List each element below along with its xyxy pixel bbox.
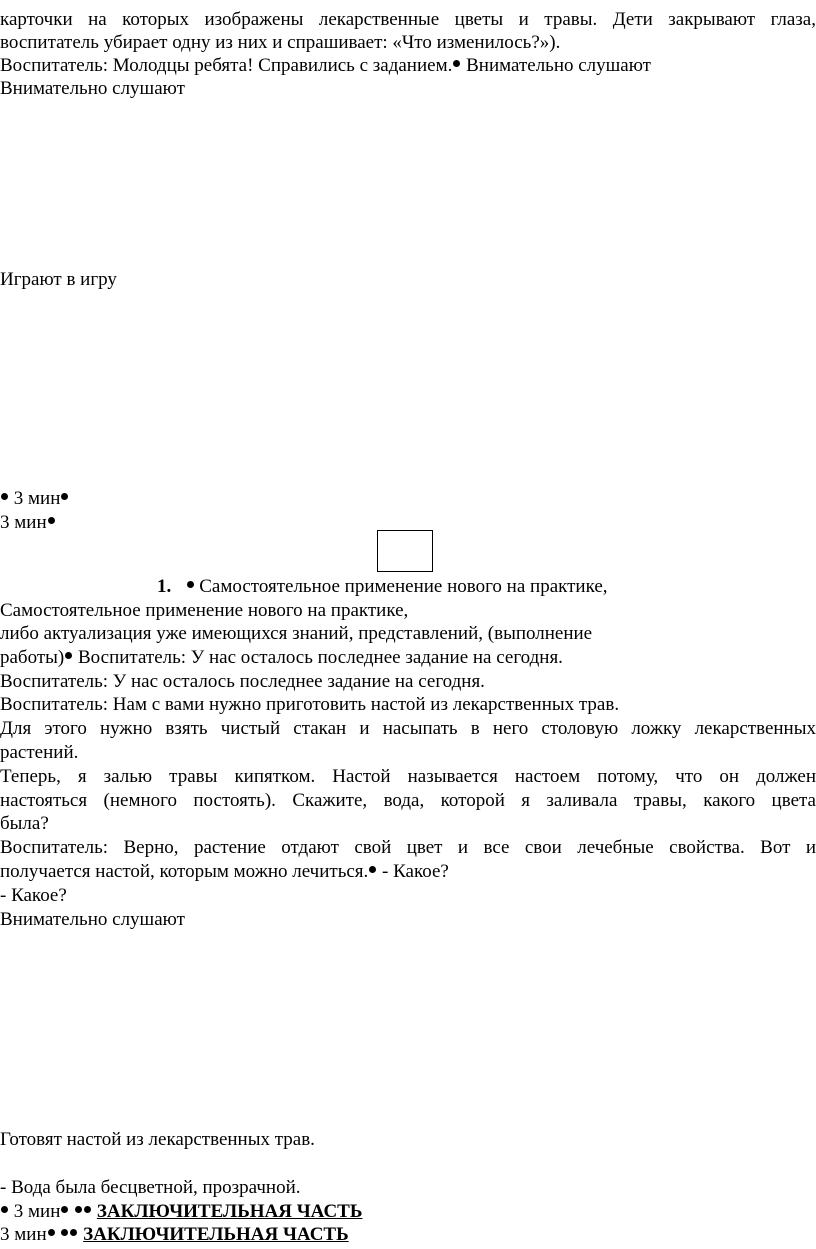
text-span: 3 мин <box>0 512 47 533</box>
text-line <box>0 860 449 883</box>
item-number: 1. <box>157 576 172 597</box>
text-line: была? <box>0 813 49 834</box>
text-line <box>0 1200 362 1223</box>
bullet-icon <box>369 866 376 873</box>
text-line <box>0 646 563 669</box>
bullet-icon <box>453 60 460 67</box>
text-line <box>0 54 651 77</box>
text-span: - Какое? <box>377 861 449 882</box>
text-span: Воспитатель: У нас осталось последнее задание на сегодня. <box>73 647 563 668</box>
text-line <box>0 487 69 510</box>
bullet-icon <box>61 1229 68 1236</box>
text-line <box>0 1223 349 1246</box>
section-heading: ЗАКЛЮЧИТЕЛЬНАЯ ЧАСТЬ <box>96 1201 363 1222</box>
section-heading: ЗАКЛЮЧИТЕЛЬНАЯ ЧАСТЬ <box>83 1224 349 1245</box>
text-line: - Какое? <box>0 885 67 906</box>
text-span: Внимательно слушают <box>461 55 651 76</box>
text-line: Воспитатель: Нам с вами нужно приготовить настой из лекарственных трав. <box>0 694 620 715</box>
bullet-icon <box>48 1229 55 1236</box>
bullet-icon <box>61 493 68 500</box>
bullet-icon <box>187 581 194 588</box>
text-line: Внимательно слушают <box>0 78 185 99</box>
text-line: воспитатель убирает одну из них и спрашивает: «Что изменилось?»). <box>0 32 561 53</box>
text-line: Воспитатель: Верно, растение отдают свой цвет и все свои лечебные свойства. Вот и <box>0 837 816 858</box>
text-line: Самостоятельное применение нового на практике, <box>0 600 409 621</box>
text-line: карточки на которых изображены лекарственные цветы и травы. Дети закрывают глаза, <box>0 9 816 30</box>
bullet-icon <box>65 652 72 659</box>
empty-frame <box>377 530 433 572</box>
text-span: Воспитатель: Молодцы ребята! Справились с заданием. <box>0 55 453 76</box>
bullet-icon <box>84 1206 91 1213</box>
text-line: Играют в игру <box>0 269 117 290</box>
text-line <box>0 511 56 534</box>
text-line: Теперь, я залью травы кипятком. Настой называется настоем потому, что он должен <box>0 766 816 787</box>
bullet-icon <box>1 1206 8 1213</box>
text-span: Самостоятельное применение нового на практике, <box>194 576 608 597</box>
bullet-icon <box>48 517 55 524</box>
text-span: 3 мин <box>0 1224 47 1245</box>
numbered-item <box>157 575 608 598</box>
text-span: 3 мин <box>9 1201 61 1222</box>
bullet-icon <box>1 493 8 500</box>
text-span: работы) <box>0 647 65 668</box>
text-span: получается настой, которым можно лечиться. <box>0 861 369 882</box>
bullet-icon <box>70 1229 77 1236</box>
bullet-icon <box>75 1206 82 1213</box>
text-line: либо актуализация уже имеющихся знаний, представлений, (выполнение <box>0 623 593 644</box>
text-span: 3 мин <box>9 488 61 509</box>
text-line: Готовят настой из лекарственных трав. <box>0 1129 315 1150</box>
text-line: растений. <box>0 742 79 763</box>
bullet-icon <box>61 1206 68 1213</box>
text-line: Внимательно слушают <box>0 909 185 930</box>
text-line: Воспитатель: У нас осталось последнее задание на сегодня. <box>0 671 485 692</box>
text-line: - Вода была бесцветной, прозрачной. <box>0 1177 301 1198</box>
text-line: Для этого нужно взять чистый стакан и насыпать в него столовую ложку лекарственных <box>0 718 816 739</box>
text-line: настояться (немного постоять). Скажите, вода, которой я заливала травы, какого цвета <box>0 790 816 811</box>
